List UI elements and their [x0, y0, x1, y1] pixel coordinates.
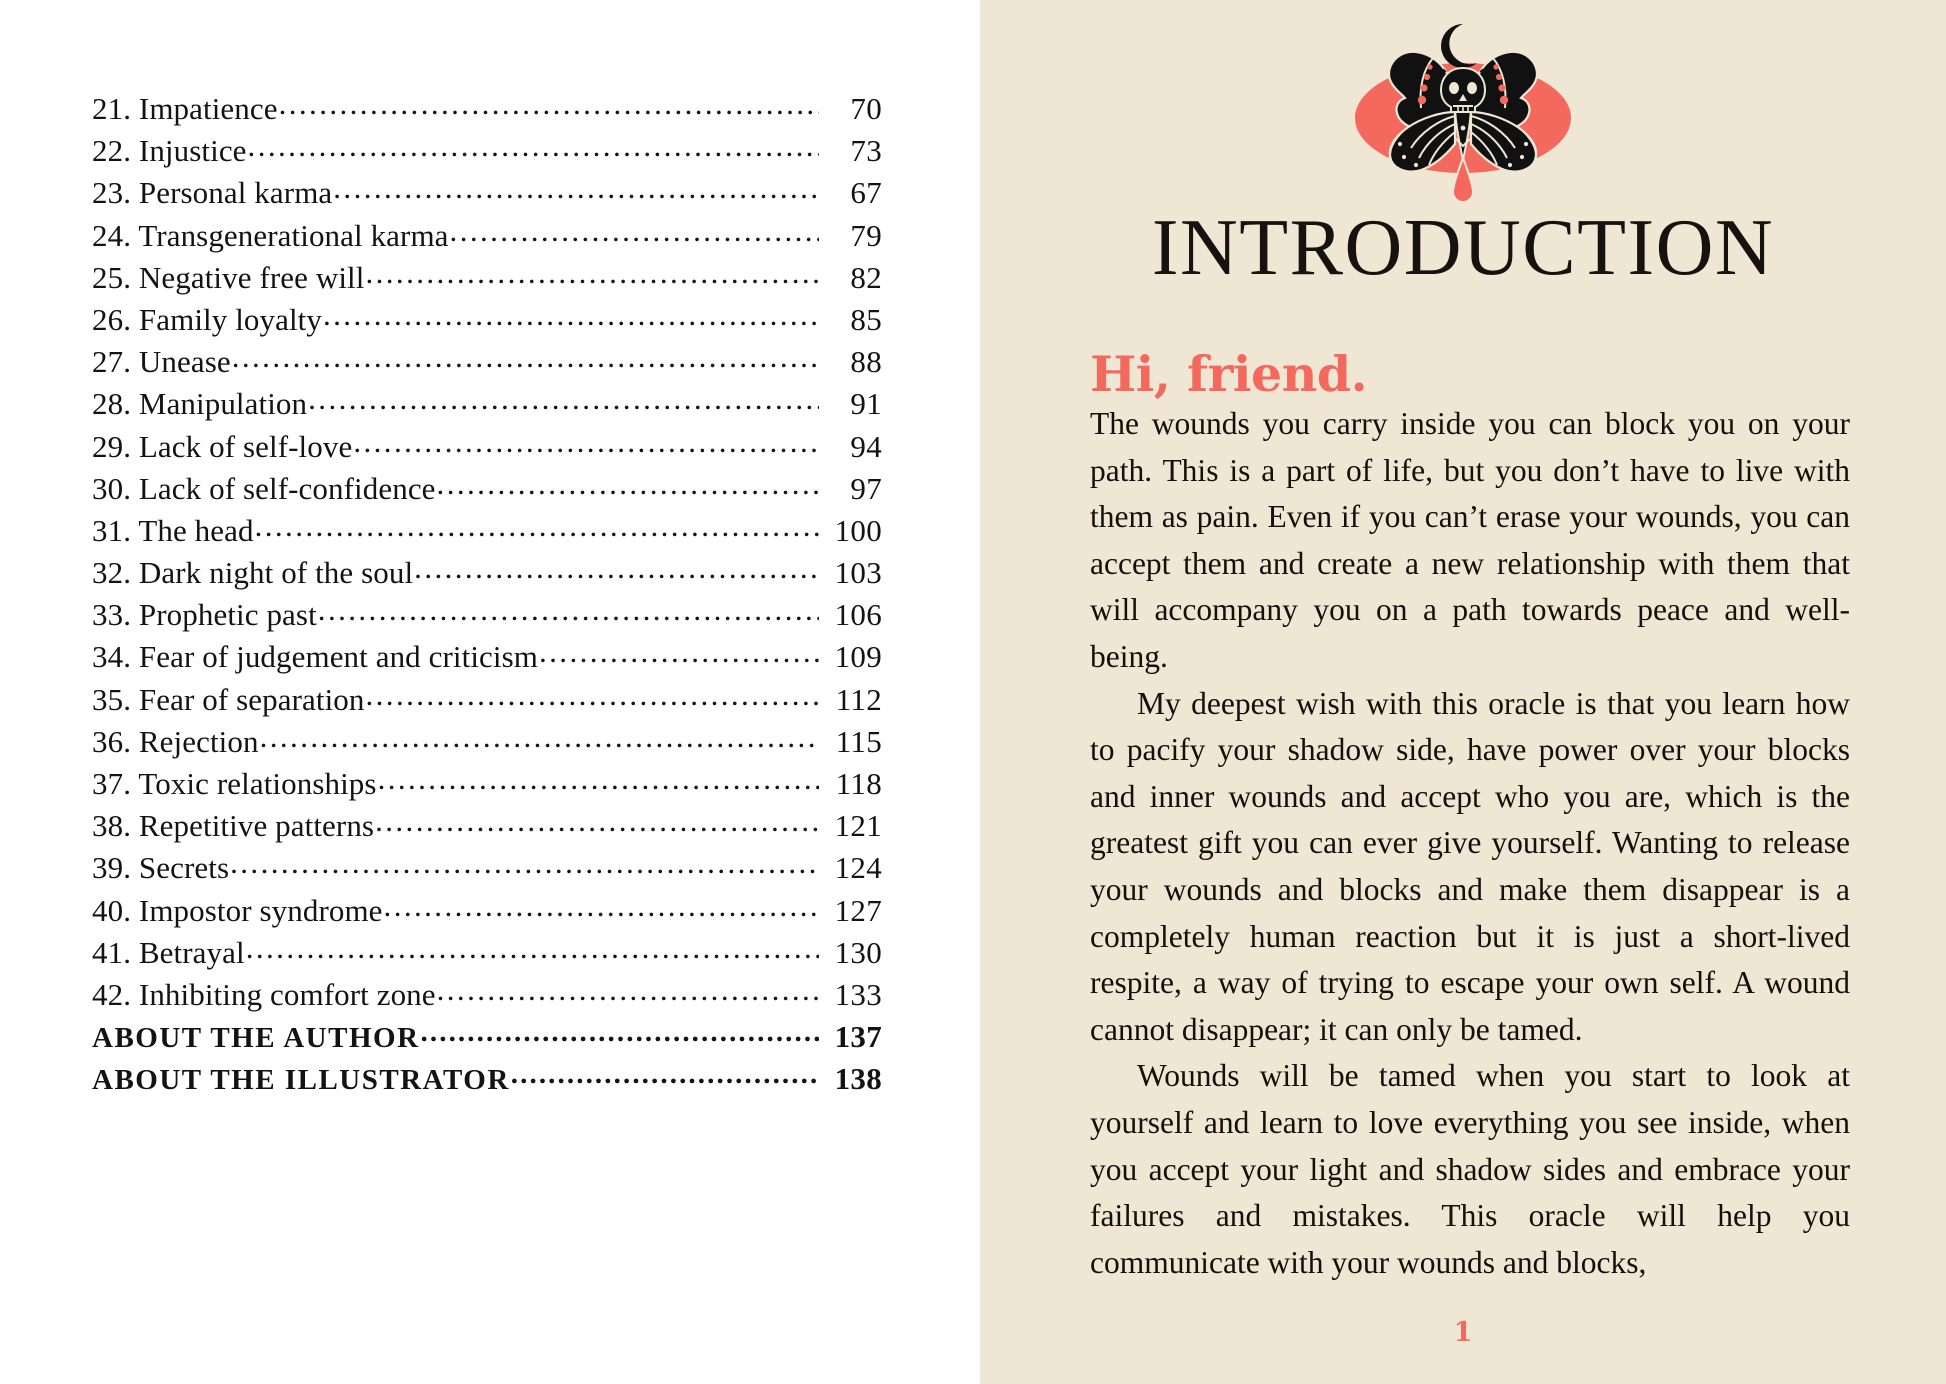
- toc-entry-label: 23. Personal karma: [92, 175, 333, 211]
- introduction-paragraph: Wounds will be tamed when you start to look at yourself and learn to love everything you see inside, when you accept your light and shadow sides and embrace your failures and mistakes. This oracle will help you communicate with your wounds and blocks,: [1090, 1058, 1850, 1280]
- toc-entry[interactable]: [92, 510, 882, 552]
- toc-leader-dots: [365, 257, 819, 288]
- toc-entry-page-number: 133: [834, 976, 882, 1012]
- toc-leader-dots: [260, 721, 819, 752]
- toc-entry-page-number: 115: [835, 723, 882, 759]
- toc-entry[interactable]: [92, 341, 882, 383]
- toc-entry[interactable]: [92, 890, 882, 932]
- toc-entry-page-number: 70: [850, 91, 882, 126]
- toc-leader-dots: [308, 383, 819, 414]
- toc-entry-page-number: 112: [835, 681, 882, 717]
- toc-entry-label: 34. Fear of judgement and criticism: [92, 639, 538, 675]
- deaths-head-moth-illustration: [980, 0, 1946, 200]
- toc-entry[interactable]: [92, 215, 882, 257]
- toc-entry-label: 35. Fear of separation: [92, 681, 365, 717]
- toc-entry-page-number: 121: [834, 808, 882, 844]
- toc-leader-dots: [232, 341, 819, 372]
- toc-leader-dots: [437, 974, 819, 1005]
- toc-leader-dots: [384, 890, 819, 921]
- toc-entry[interactable]: [92, 1058, 882, 1100]
- toc-leader-dots: [248, 130, 819, 161]
- toc-leader-dots: [450, 215, 819, 246]
- toc-entry-page-number: 88: [850, 344, 882, 380]
- toc-entry[interactable]: [92, 88, 882, 130]
- toc-entry-page-number: 103: [834, 555, 882, 591]
- toc-entry-label: 24. Transgenerational karma: [92, 217, 449, 253]
- toc-entry-page-number: 130: [834, 934, 882, 970]
- toc-entry-label: 25. Negative free will: [92, 259, 365, 295]
- toc-leader-dots: [421, 1016, 819, 1047]
- toc-entry[interactable]: [92, 172, 882, 214]
- toc-leader-dots: [333, 172, 819, 203]
- toc-entry-page-number: 118: [835, 766, 882, 801]
- toc-entry-page-number: 94: [850, 428, 882, 464]
- toc-entry-page-number: 124: [834, 850, 882, 886]
- page-title: INTRODUCTION: [1151, 204, 1775, 292]
- toc-entry-label: 37. Toxic relationships: [92, 766, 377, 801]
- toc-entry-label: ABOUT THE AUTHOR: [92, 1022, 420, 1055]
- toc-leader-dots: [318, 594, 819, 625]
- introduction-page: [980, 0, 1946, 1384]
- toc-entry[interactable]: [92, 552, 882, 594]
- toc-entry[interactable]: [92, 299, 882, 341]
- toc-leader-dots: [378, 763, 819, 794]
- toc-entry[interactable]: [92, 383, 882, 425]
- toc-list: [0, 88, 980, 1101]
- toc-leader-dots: [230, 847, 819, 878]
- toc-leader-dots: [246, 932, 819, 963]
- toc-leader-dots: [539, 636, 819, 667]
- toc-entry-label: 31. The head: [92, 512, 254, 548]
- toc-leader-dots: [375, 805, 819, 836]
- toc-entry-page-number: 67: [850, 175, 882, 211]
- toc-leader-dots: [366, 679, 820, 710]
- toc-entry[interactable]: [92, 847, 882, 889]
- toc-entry[interactable]: [92, 805, 882, 847]
- toc-entry-label: 30. Lack of self-confidence: [92, 470, 436, 506]
- toc-entry-label: 36. Rejection: [92, 723, 259, 759]
- toc-leader-dots: [279, 88, 819, 119]
- toc-entry-label: 22. Injustice: [92, 133, 247, 169]
- toc-entry-label: 40. Impostor syndrome: [92, 892, 383, 928]
- toc-entry-label: 32. Dark night of the soul: [92, 555, 414, 591]
- toc-entry-label: 29. Lack of self-love: [92, 428, 353, 464]
- folio-page-number: 1: [1453, 1317, 1473, 1348]
- toc-entry-label: 28. Manipulation: [92, 386, 308, 422]
- toc-entry[interactable]: [92, 1016, 882, 1058]
- toc-entry[interactable]: [92, 636, 882, 678]
- introduction-body: [1090, 401, 1850, 1286]
- toc-entry-page-number: 85: [850, 301, 882, 337]
- toc-entry[interactable]: [92, 721, 882, 763]
- toc-entry[interactable]: [92, 594, 882, 636]
- toc-entry[interactable]: [92, 932, 882, 974]
- toc-entry-page-number: 91: [850, 386, 882, 422]
- toc-entry-page-number: 73: [850, 133, 882, 169]
- toc-entry[interactable]: [92, 426, 882, 468]
- toc-entry-label: ABOUT THE ILLUSTRATOR: [92, 1064, 510, 1097]
- toc-entry-label: 38. Repetitive patterns: [92, 808, 375, 844]
- toc-entry[interactable]: [92, 679, 882, 721]
- toc-entry-page-number: 100: [834, 512, 882, 548]
- toc-entry-label: 26. Family loyalty: [92, 301, 322, 337]
- introduction-paragraph: My deepest wish with this oracle is that you learn how to pacify your shadow side, have power over your blocks and inner wounds and accept who you are, which is the greatest gift you can ever give yourself. Wanting to release your wounds and blocks and make them disappear is a completely human reaction but it is just a short-lived respite, a way of trying to escape your own self. A wound cannot disappear; it can only be tamed.: [1090, 685, 1850, 1047]
- toc-entry-label: 39. Secrets: [92, 850, 230, 886]
- toc-entry-label: 21. Impatience: [92, 91, 278, 126]
- toc-entry-label: 27. Unease: [92, 344, 231, 380]
- toc-leader-dots: [255, 510, 819, 541]
- toc-entry-page-number: 138: [834, 1061, 882, 1097]
- toc-entry[interactable]: [92, 763, 882, 805]
- toc-entry[interactable]: [92, 974, 882, 1016]
- toc-leader-dots: [323, 299, 819, 330]
- moth-svg: [1303, 8, 1623, 204]
- toc-entry-page-number: 127: [834, 892, 882, 928]
- skull-icon: [1441, 68, 1485, 112]
- toc-entry-page-number: 82: [850, 259, 882, 295]
- toc-entry-page-number: 109: [834, 639, 882, 675]
- toc-leader-dots: [353, 426, 819, 457]
- toc-entry[interactable]: [92, 257, 882, 299]
- toc-entry[interactable]: [92, 130, 882, 172]
- toc-entry-page-number: 97: [850, 470, 882, 506]
- greeting-heading: Hi, friend.: [1090, 345, 1368, 403]
- toc-leader-dots: [414, 552, 819, 583]
- toc-leader-dots: [511, 1058, 819, 1089]
- toc-entry-page-number: 106: [834, 597, 882, 633]
- toc-entry[interactable]: [92, 468, 882, 510]
- toc-entry-page-number: 137: [834, 1019, 882, 1055]
- toc-entry-label: 33. Prophetic past: [92, 597, 317, 633]
- toc-entry-page-number: 79: [850, 217, 882, 253]
- toc-entry-label: 42. Inhibiting comfort zone: [92, 976, 436, 1012]
- toc-leader-dots: [437, 468, 819, 499]
- crescent-moon-icon: [1441, 24, 1477, 68]
- toc-entry-label: 41. Betrayal: [92, 934, 245, 970]
- introduction-paragraph: The wounds you carry inside you can block you on your path. This is a part of life, but you don’t have to live with them as pain. Even if you can’t erase your wounds, you can accept them and create a new relationship with them that will accompany you on a path towards peace and well-being.: [1090, 406, 1850, 674]
